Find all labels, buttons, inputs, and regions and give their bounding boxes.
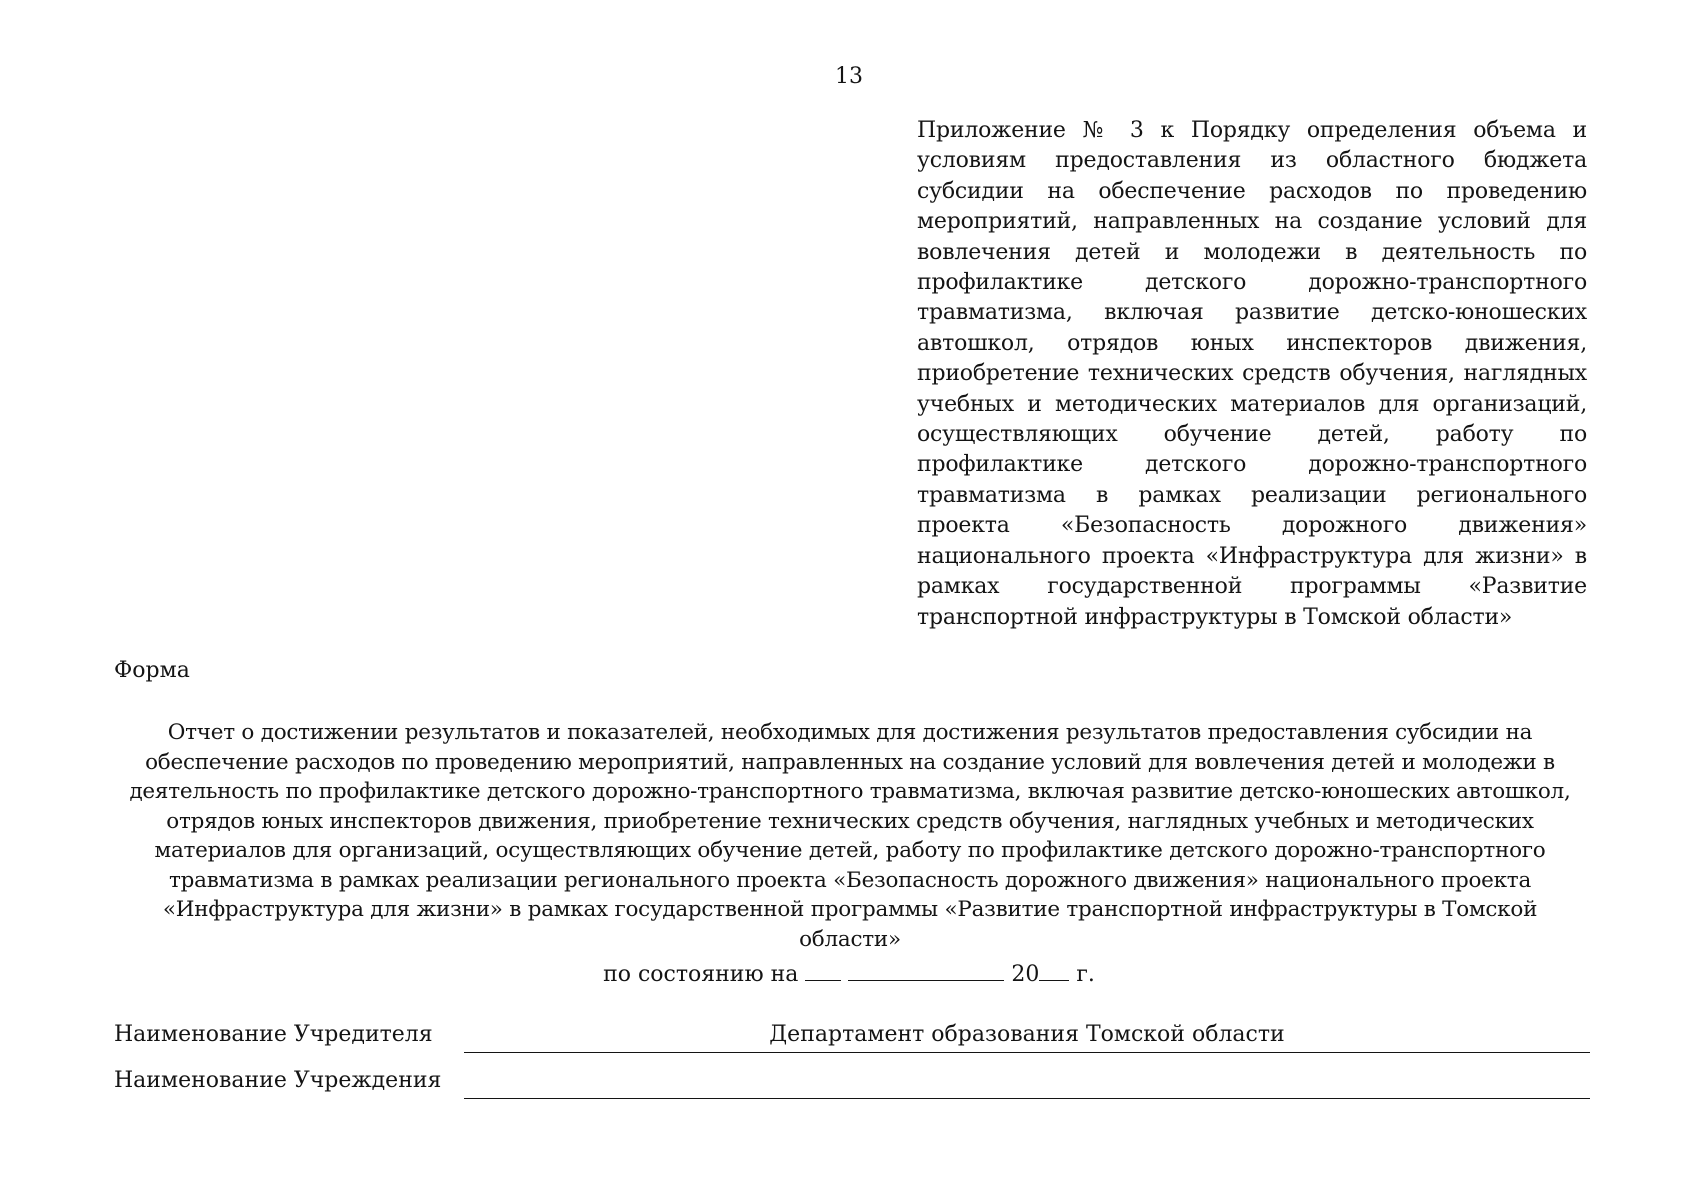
- report-title-line: материалов для организаций, осуществляющих обучение детей, работу по профилактике детского дорожно-транспортного: [154, 838, 1546, 863]
- year-suffix: г.: [1076, 962, 1095, 987]
- institution-row: [114, 1068, 1590, 1100]
- founder-row: [114, 1022, 1590, 1054]
- page-number: 13: [835, 64, 863, 89]
- report-title-line: области»: [799, 926, 901, 952]
- institution-value[interactable]: [464, 1068, 1590, 1099]
- founder-value[interactable]: Департамент образования Томской области: [464, 1022, 1590, 1053]
- day-blank[interactable]: [805, 960, 841, 981]
- appendix-reference: Приложение № 3 к Порядку определения объема и условиям предоставления из областного бюджета субсидии на обеспечение расходов по проведению мероприятий, направленных на создание условий для вовлечения детей и молодежи в деятельность по профилактике детского дорожно-транспортного травматизма, включая развитие детско-юношеских автошкол, отрядов юных инспекторов движения, приобретение технических средств обучения, наглядных учебных и методических материалов для организаций, осуществляющих обучение детей, работу по профилактике детского дорожно-транспортного травматизма в рамках реализации регионального проекта «Безопасность дорожного движения» национального проекта «Инфраструктура для жизни» в рамках государственной программы «Развитие транспортной инфраструктуры в Томской области»: [917, 118, 1587, 630]
- founder-label: Наименование Учредителя: [114, 1022, 433, 1047]
- month-blank[interactable]: [848, 960, 1004, 981]
- report-title: [110, 718, 1590, 954]
- as-of-label: по состоянию на: [603, 962, 799, 987]
- report-title-line: «Инфраструктура для жизни» в рамках государственной программы «Развитие транспортной инфраструктуры в Томской: [162, 897, 1538, 922]
- institution-label: Наименование Учреждения: [114, 1068, 442, 1093]
- report-title-line: деятельность по профилактике детского дорожно-транспортного травматизма, включая развитие детско-юношеских автошкол,: [129, 779, 1571, 804]
- report-title-line: отрядов юных инспекторов движения, приобретение технических средств обучения, наглядных учебных и методических: [166, 808, 1534, 834]
- report-title-line: Отчет о достижении результатов и показателей, необходимых для достижения результатов предоставления субсидии на: [167, 720, 1533, 745]
- report-title-line: травматизма в рамках реализации регионального проекта «Безопасность дорожного движения» национального проекта: [168, 867, 1532, 893]
- as-of-date-line: [0, 960, 1698, 987]
- year-blank[interactable]: [1039, 960, 1069, 981]
- year-prefix: 20: [1011, 962, 1040, 987]
- report-title-line: обеспечение расходов по проведению мероприятий, направленных на создание условий для вовлечения детей и молодежи в: [145, 749, 1555, 775]
- form-label: Форма: [114, 658, 190, 683]
